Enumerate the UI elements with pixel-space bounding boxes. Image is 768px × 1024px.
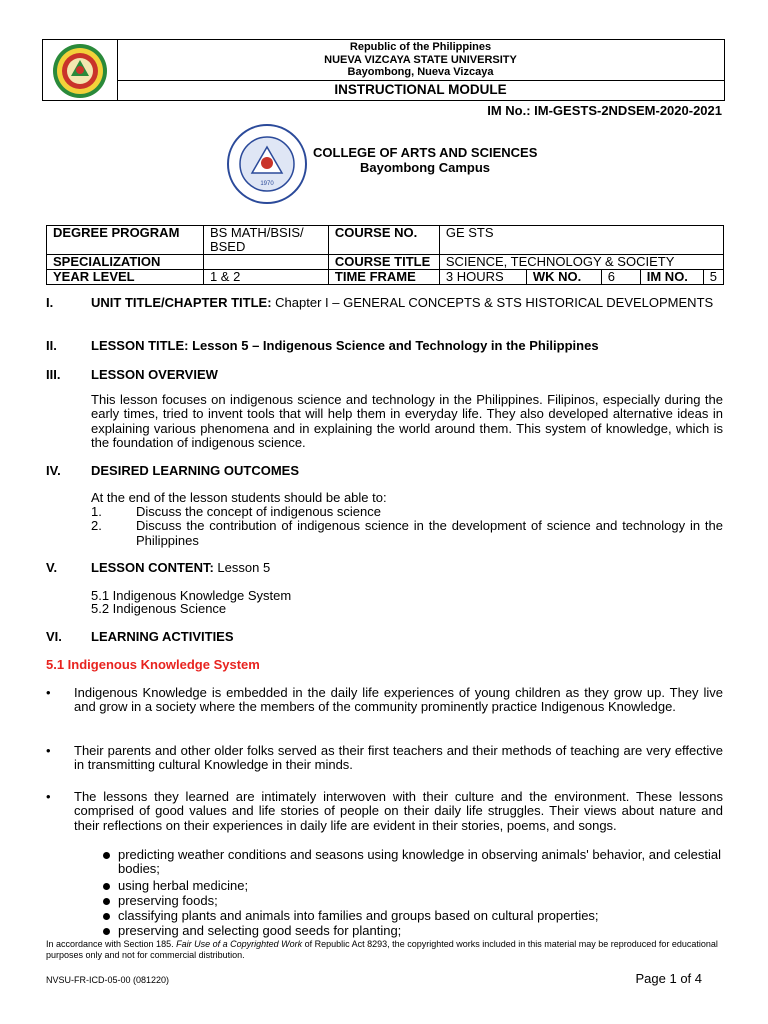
lesson-title: LESSON TITLE: Lesson 5 – Indigenous Science and Technology in the Philippines (91, 338, 599, 353)
section-number: III. (46, 367, 61, 382)
section-number: II. (46, 338, 57, 353)
content-item-1: 5.1 Indigenous Knowledge System (91, 588, 292, 603)
sub-bullet-text: preserving foods; (118, 893, 218, 908)
list-item (103, 848, 723, 877)
sub-bullet-text: classifying plants and animals into families and groups based on cultural properties; (118, 908, 599, 923)
overview-text: This lesson focuses on indigenous science and technology in the Philippines. Filipinos, especially during the early times, tried to invent tools that will help them in everyday life. They also developed alternative ideas in explaining various phenomena and in explaining the world around them. This system of knowledge, which is the foundation of indigenous science. (91, 392, 723, 451)
section-number: IV. (46, 463, 61, 478)
im-number: IM No.: IM-GESTS-2NDSEM-2020-2021 (487, 103, 722, 118)
bullet-text: The lessons they learned are intimately interwoven with their culture and the environment. These lessons comprised of good values and life stories of people on their daily life struggles. Their views about nature and their reflections on their experiences in daily life are evident in their stories, poems, and songs. (74, 789, 723, 833)
notice-italic: Fair Use of a Copyrighted Work (176, 939, 303, 949)
spec-value (203, 255, 328, 270)
bullet-icon: • (46, 685, 51, 700)
year-label: YEAR LEVEL (47, 270, 204, 285)
bullet-icon (103, 898, 110, 905)
section-number: V. (46, 560, 58, 575)
page-number: Page 1 of 4 (635, 971, 702, 986)
bullet-text: Their parents and other older folks served as their first teachers and their methods of teaching are very effective in transmitting cultural Knowledge in their minds. (74, 743, 723, 773)
university-logo-cell (43, 40, 118, 100)
unit-title-value: Chapter I – GENERAL CONCEPTS & STS HISTORICAL DEVELOPMENTS (271, 295, 714, 310)
unit-title-text (91, 296, 723, 310)
header-box (42, 39, 725, 101)
time-label: TIME FRAME (328, 270, 439, 285)
time-value: 3 HOURS (439, 270, 526, 285)
wk-label: WK NO. (526, 270, 601, 285)
section-number: I. (46, 295, 54, 310)
degree-label: DEGREE PROGRAM (47, 226, 204, 255)
year-value: 1 & 2 (203, 270, 328, 285)
bullet-icon: • (46, 789, 51, 804)
university-location: Bayombong, Nueva Vizcaya (347, 66, 494, 78)
content-label: LESSON CONTENT: (91, 560, 214, 575)
module-title: INSTRUCTIONAL MODULE (334, 82, 507, 97)
activity-heading: 5.1 Indigenous Knowledge System (46, 657, 260, 672)
unit-title-label: UNIT TITLE/CHAPTER TITLE: (91, 295, 272, 310)
bullet-icon (103, 883, 110, 890)
university-seal-icon (43, 40, 117, 100)
spec-label: SPECIALIZATION (47, 255, 204, 270)
outcomes-intro: At the end of the lesson students should be able to: (91, 490, 387, 505)
section-unit-title (46, 296, 723, 310)
content-value: Lesson 5 (213, 560, 271, 575)
bullet-icon (103, 928, 110, 935)
seal-year: 1970 (260, 181, 274, 187)
list-item (91, 505, 723, 519)
item-number: 2. (91, 518, 102, 534)
section-learning-outcomes (46, 463, 723, 478)
outcomes-list (91, 505, 723, 548)
section-lesson-content (46, 560, 723, 575)
sub-bullet-text: using herbal medicine; (118, 878, 249, 893)
bullet-icon: • (46, 743, 51, 758)
content-item-2: 5.2 Indigenous Science (91, 601, 227, 616)
college-name: COLLEGE OF ARTS AND SCIENCES (313, 145, 538, 160)
sub-bullet-text: predicting weather conditions and seasons using knowledge in observing animals' behavior, and celestial bodies; (118, 847, 722, 877)
course-title-value: SCIENCE, TECHNOLOGY & SOCIETY (439, 255, 723, 270)
bullet-icon (103, 913, 110, 920)
wk-value: 6 (601, 270, 640, 285)
college-seal-icon (226, 123, 308, 205)
im-value: 5 (703, 270, 723, 285)
university-name: NUEVA VIZCAYA STATE UNIVERSITY (324, 53, 517, 66)
section-lesson-title (46, 338, 723, 353)
bullet-icon (103, 852, 110, 859)
section-learning-activities (46, 629, 723, 644)
section-number: VI. (46, 629, 62, 644)
notice-post: of Republic Act 8293, the copyrighted works included in this material may be reproduced for educational purposes only and not for commercial distribution. (46, 939, 718, 960)
degree-value: BS MATH/BSIS/ BSED (203, 226, 328, 255)
sub-bullet-text: preserving and selecting good seeds for planting; (118, 923, 402, 938)
list-item (91, 519, 723, 548)
college-block (313, 145, 537, 175)
form-code: NVSU-FR-ICD-05-00 (081220) (46, 975, 170, 985)
item-text: Discuss the concept of indigenous science (136, 504, 381, 519)
overview-heading: LESSON OVERVIEW (91, 367, 218, 382)
section-lesson-overview (46, 367, 723, 382)
republic-line: Republic of the Philippines (349, 41, 492, 53)
notice-pre: In accordance with Section 185. (46, 939, 177, 949)
course-no-value: GE STS (439, 226, 723, 255)
header-titles (117, 40, 724, 81)
college-campus: Bayombong Campus (360, 160, 491, 175)
outcomes-heading: DESIRED LEARNING OUTCOMES (91, 463, 300, 478)
course-info-table (46, 225, 724, 285)
activities-heading: LEARNING ACTIVITIES (91, 629, 234, 644)
copyright-notice (46, 939, 726, 961)
course-title-label: COURSE TITLE (328, 255, 439, 270)
course-no-label: COURSE NO. (328, 226, 439, 255)
im-label: IM NO. (640, 270, 703, 285)
item-number: 1. (91, 504, 102, 519)
item-text: Discuss the contribution of indigenous science in the development of science and technology in the Philippines (136, 518, 723, 548)
bullet-text: Indigenous Knowledge is embedded in the daily life experiences of young children as they grow up. They live and grow in a society where the members of the community prominently practice Indigenous Knowledge. (74, 685, 723, 715)
